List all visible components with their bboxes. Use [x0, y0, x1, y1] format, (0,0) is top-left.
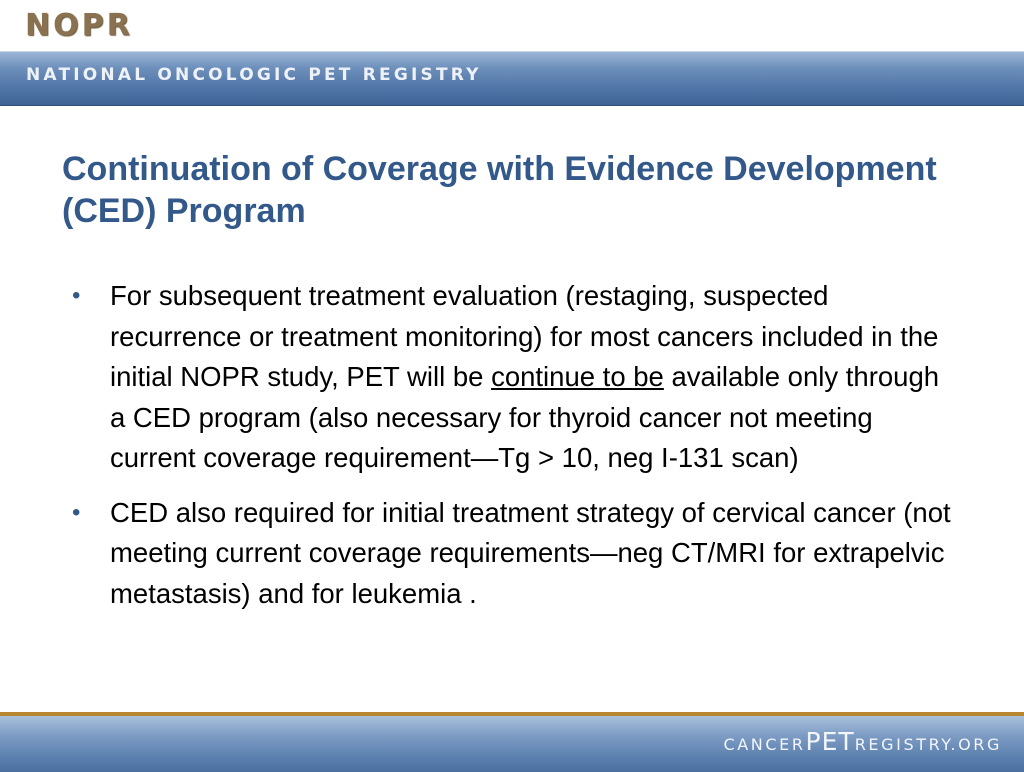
bullet-icon: •	[72, 282, 81, 309]
header-band	[0, 51, 1024, 106]
slide-title: Continuation of Coverage with Evidence Development (CED) Program	[62, 150, 937, 230]
bullet-underlined-text: continue to be	[491, 361, 664, 392]
bullet-item	[70, 276, 960, 479]
bullet-icon: •	[72, 498, 81, 526]
registry-name: NATIONAL ONCOLOGIC PET REGISTRY	[26, 65, 482, 85]
footer-url-prefix: CANCER	[723, 735, 806, 754]
bullet-text: CED also required for initial treatment strategy of cervical cancer (not meeting current coverage requirements—neg CT/MRI for extrapelvic metastasis) and for leukemia .	[110, 496, 951, 609]
bullet-text-after: available only through a CED program (also necessary for thyroid cancer not meeting current coverage requirement—Tg > 10, neg I-131 scan)	[110, 361, 940, 473]
nopr-logo: NOPR	[25, 8, 133, 43]
footer-url	[723, 727, 1002, 756]
bullet-text-before: For subsequent treatment evaluation (restaging, suspected recurrence or treatment monitoring) for most cancers included in the initial NOPR study, PET will be	[110, 280, 939, 392]
bullet-list	[70, 276, 960, 614]
footer-url-suffix: REGISTRY.ORG	[854, 735, 1002, 754]
footer-band	[0, 712, 1024, 772]
bullet-item	[70, 493, 960, 615]
footer-url-emphasis: PET	[805, 727, 855, 756]
